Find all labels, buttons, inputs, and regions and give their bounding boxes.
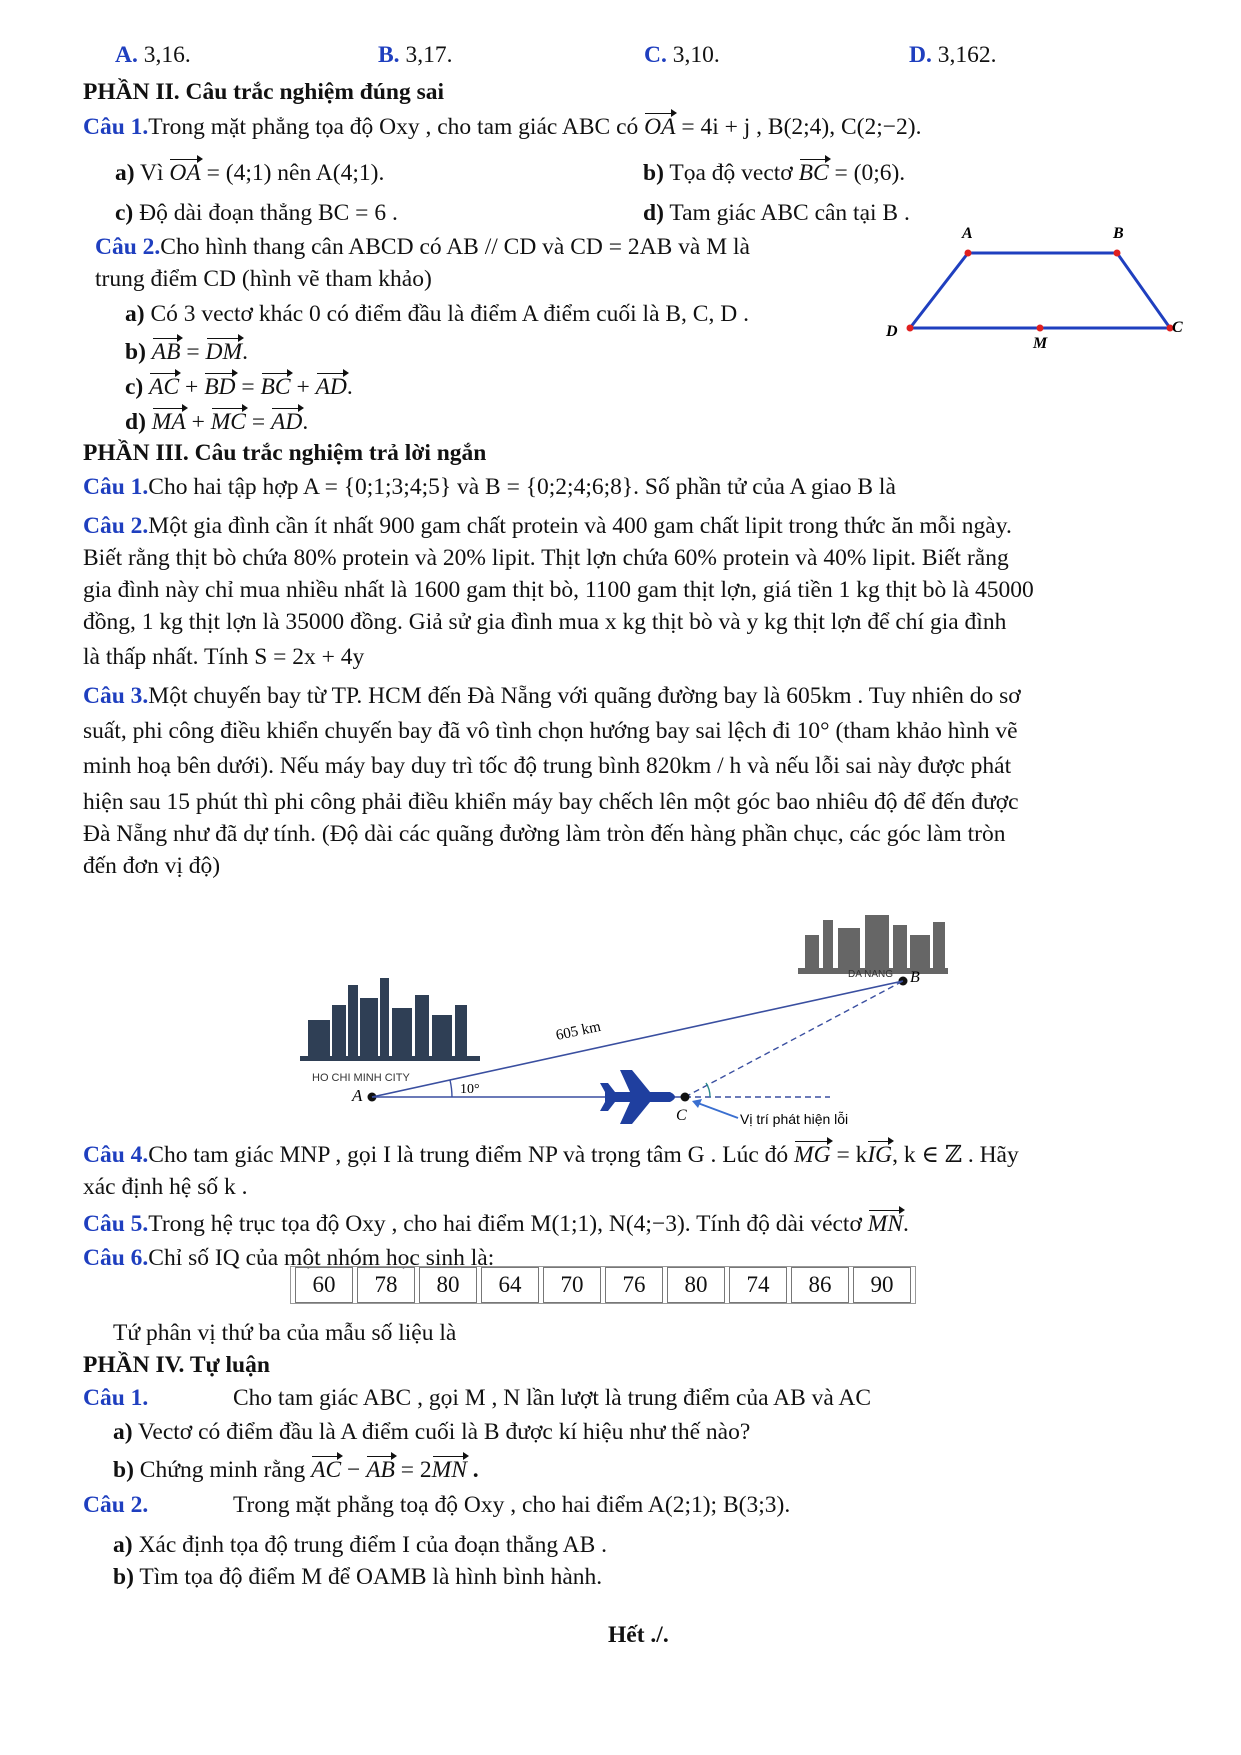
p3-q4: Câu 4.Cho tam giác MNP , gọi I là trung điểm NP và trọng tâm G . Lúc đó MG = kIG, k ∈ ℤ . Hãy [83, 1142, 1019, 1168]
p2-q2-a: a) Có 3 vectơ khác 0 có điểm đầu là điểm A điểm cuối là B, C, D . [125, 301, 749, 327]
p3-q6: Câu 6.Chỉ số IQ của một nhóm học sinh là: [83, 1245, 495, 1271]
p4-q2-b: b) Tìm tọa độ điểm M để OAMB là hình bình hành. [113, 1564, 603, 1590]
p2-q2-line2: trung điểm CD (hình vẽ tham khảo) [95, 266, 432, 292]
choice-c: C. 3,10. [644, 42, 720, 68]
p3-q2-line4: đồng, 1 kg thịt lợn là 35000 đồng. Giả sử gia đình mua x kg thịt bò và y kg thịt lợn để chí gia đình [83, 609, 1007, 635]
point-a [965, 250, 972, 257]
p3-q2-line5: là thấp nhất. Tính S = 2x + 4y [83, 644, 365, 670]
distance-label: 605 km [554, 1018, 603, 1044]
p2-q2: Câu 2.Cho hình thang cân ABCD có AB // CD và CD = 2AB và M là [95, 234, 750, 260]
danang-skyline [798, 915, 948, 974]
trapezoid-shape [910, 253, 1170, 328]
p4-q1-b: b) Chứng minh rằng AC − AB = 2MN . [113, 1457, 479, 1483]
danang-label: DA NANG [848, 969, 894, 980]
p3-q2-line1: Câu 2.Một gia đình cần ít nhất 900 gam chất protein và 400 gam chất lipit trong thức ăn mỗi ngày. [83, 513, 1012, 539]
plane-icon [600, 1070, 675, 1124]
label-b: B [1113, 225, 1124, 242]
part4-title: PHẦN IV. Tự luận [83, 1352, 270, 1378]
p2-q1: Câu 1.Trong mặt phẳng tọa độ Oxy , cho tam giác ABC có OA = 4i + j , B(2;4), C(2;−2). [83, 114, 922, 140]
p2-q1-c: c) Độ dài đoạn thẳng BC = 6 . [115, 200, 398, 226]
point-detect [681, 1093, 690, 1102]
p3-q6-after: Tứ phân vị thứ ba của mẫu số liệu là [113, 1320, 457, 1346]
p3-q3-line5: Đà Nẵng như đã dự tính. (Độ dài các quãng đường làm tròn đến hàng phần chục, các góc làm tròn [83, 821, 1006, 847]
flight-figure [290, 880, 1010, 1130]
iq-cell: 70 [543, 1267, 601, 1303]
iq-cell: 80 [667, 1267, 725, 1303]
label-c-fig: C [676, 1107, 687, 1124]
correction-line [685, 981, 903, 1097]
iq-cell: 80 [419, 1267, 477, 1303]
iq-cell: 90 [853, 1267, 911, 1303]
p2-q2-c: c) AC + BD = BC + AD. [125, 374, 353, 400]
p2-q1-b: b) Tọa độ vectơ BC = (0;6). [643, 160, 906, 186]
p3-q3-line1: Câu 3.Một chuyến bay từ TP. HCM đến Đà Nẵng với quãng đường bay là 605km . Tuy nhiên do sơ [83, 683, 1021, 709]
p3-q3-line4: hiện sau 15 phút thì phi công phải điều khiển máy bay chếch lên một góc bao nhiêu độ để đến được [83, 789, 1019, 815]
label-a-fig: A [352, 1086, 363, 1105]
p3-q2-line3: gia đình này chỉ mua nhiều nhất là 1600 gam thịt bò, 1100 gam thịt lợn, giá tiền 1 kg thịt bò là 45000 [83, 577, 1034, 603]
p2-q1-a: a) Vì OA = (4;1) nên A(4;1). [115, 160, 385, 186]
p3-q4-line2: xác định hệ số k . [83, 1174, 248, 1200]
angle-arc [450, 1080, 452, 1097]
point-m [1037, 325, 1044, 332]
p3-q3-line6: đến đơn vị độ) [83, 853, 221, 879]
iq-cell: 64 [481, 1267, 539, 1303]
label-a: A [962, 225, 973, 242]
p2-q2-b: b) AB = DM. [125, 339, 248, 365]
p3-q3-line3: minh hoạ bên dưới). Nếu máy bay duy trì tốc độ trung bình 820km / h và nếu lỗi sai này được phát [83, 753, 1012, 779]
choice-a: A. 3,16. [115, 42, 191, 68]
p4-q1-text: Cho tam giác ABC , gọi M , N lần lượt là trung điểm của AB và AC [233, 1385, 872, 1411]
p2-q2-d: d) MA + MC = AD. [125, 409, 309, 435]
point-d [907, 325, 914, 332]
p3-q5: Câu 5.Trong hệ trục tọa độ Oxy , cho hai điểm M(1;1), N(4;−3). Tính độ dài véctơ MN. [83, 1211, 909, 1237]
iq-cell: 78 [357, 1267, 415, 1303]
trapezoid-figure [880, 220, 1183, 352]
angle-label: 10° [460, 1082, 480, 1097]
part3-title: PHẦN III. Câu trắc nghiệm trả lời ngắn [83, 440, 487, 466]
hcm-label: HO CHI MINH CITY [312, 1072, 410, 1084]
caption-arrow [695, 1102, 738, 1118]
label-c: C [1172, 319, 1183, 336]
angle-arc-c [706, 1083, 710, 1097]
point-b [1114, 250, 1121, 257]
p4-q1: Câu 1. [83, 1385, 149, 1411]
p4-q2-text: Trong mặt phẳng toạ độ Oxy , cho hai điểm A(2;1); B(3;3). [233, 1492, 791, 1518]
p3-q2-line2: Biết rằng thịt bò chứa 80% protein và 20% lipit. Thịt lợn chứa 60% protein và 40% lipit. Biết rằng [83, 545, 1009, 571]
label-b-fig: B [910, 969, 920, 986]
iq-cell: 60 [295, 1267, 353, 1303]
p4-q1-a: a) Vectơ có điểm đầu là A điểm cuối là B được kí hiệu như thế nào? [113, 1419, 751, 1445]
p3-q3-line2: suất, phi công điều khiển chuyến bay đã vô tình chọn hướng bay sai lệch đi 10° (tham khảo hình vẽ [83, 718, 1018, 744]
choice-d: D. 3,162. [909, 42, 997, 68]
hcm-skyline [300, 978, 480, 1061]
p4-q2-a: a) Xác định tọa độ trung điểm I của đoạn thẳng AB . [113, 1532, 608, 1558]
p2-q1-d: d) Tam giác ABC cân tại B . [643, 200, 910, 226]
label-m: M [1033, 335, 1048, 352]
iq-cell: 76 [605, 1267, 663, 1303]
choice-b: B. 3,17. [378, 42, 453, 68]
p3-q1: Câu 1.Cho hai tập hợp A = {0;1;3;4;5} và B = {0;2;4;6;8}. Số phần tử của A giao B là [83, 474, 896, 500]
end-text: Hết ./. [608, 1622, 669, 1648]
label-d: D [886, 323, 898, 340]
iq-table [290, 1266, 916, 1304]
part2-title: PHẦN II. Câu trắc nghiệm đúng sai [83, 79, 445, 105]
iq-cell: 74 [729, 1267, 787, 1303]
caption-label: Vị trí phát hiện lỗi [740, 1111, 849, 1127]
p4-q2: Câu 2. [83, 1492, 149, 1518]
iq-cell: 86 [791, 1267, 849, 1303]
